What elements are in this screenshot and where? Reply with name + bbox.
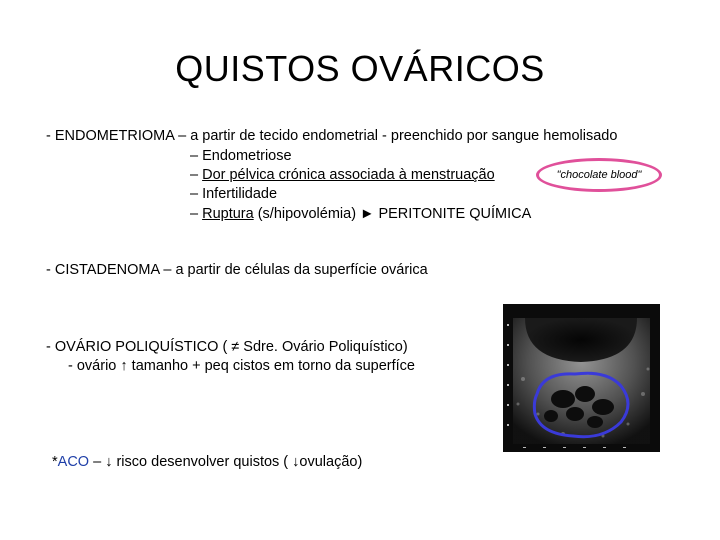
aco-dash: – — [89, 454, 106, 470]
ovario-heading: - OVÁRIO POLIQUÍSTICO ( ≠ Sdre. Ovário Poliquístico) — [46, 339, 408, 355]
endometrioma-item-ruptura — [190, 206, 531, 222]
aco-suffix: ovulação) — [299, 454, 363, 470]
ultrasound-image — [503, 304, 660, 452]
ruptura-suffix: (s/hipovolémia) ► PERITONITE QUÍMICA — [253, 206, 532, 222]
page-title: QUISTOS OVÁRICOS — [175, 48, 545, 89]
down-arrow-icon: ↓ — [292, 454, 300, 470]
endometrioma-heading: - ENDOMETRIOMA – a partir de tecido endometrial - preenchido por sangue hemolisado — [46, 128, 618, 144]
asterisk: * — [52, 454, 58, 470]
ovario-detail — [68, 358, 415, 374]
aco-middle: risco desenvolver quistos ( — [112, 454, 293, 470]
aco-label: ACO — [57, 454, 90, 470]
cistadenoma-heading: - CISTADENOMA – a partir de células da superfície ovárica — [46, 262, 428, 278]
dor-pelvica-text: Dor pélvica crónica associada à menstruação — [202, 167, 495, 183]
ruptura-text: Ruptura — [202, 206, 254, 222]
item-prefix: – — [190, 167, 203, 183]
aco-note — [52, 454, 362, 470]
chocolate-blood-annotation: "chocolate blood" — [556, 169, 642, 181]
up-arrow-icon: ↑ — [120, 358, 128, 374]
down-arrow-icon: ↓ — [105, 454, 113, 470]
endometrioma-item-infertilidade: – Infertilidade — [190, 186, 278, 202]
ovario-detail-suffix: tamanho + peq cistos em torno da superfíce — [127, 358, 415, 374]
ultrasound-graphic — [503, 304, 660, 452]
ovario-detail-prefix: - ovário — [68, 358, 121, 374]
endometrioma-item-endometriose: – Endometriose — [190, 148, 292, 164]
endometrioma-item-dor — [190, 167, 495, 183]
item-prefix: – — [190, 206, 203, 222]
